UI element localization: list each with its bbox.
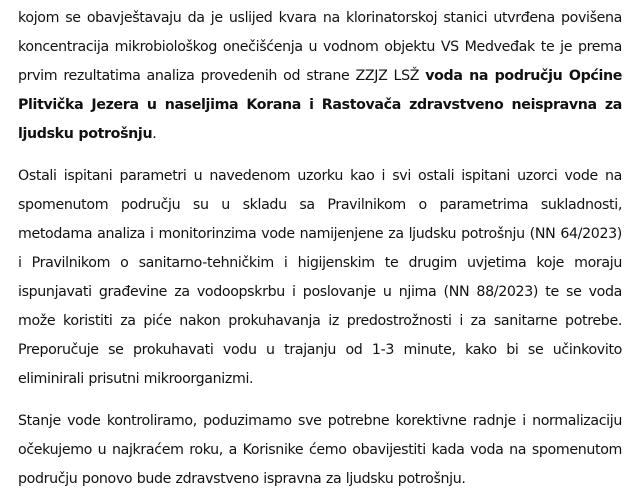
paragraph-other-parameters: Ostali ispitani parametri u navedenom uzorku kao i svi ostali ispitani uzorci vode na spomenutom području su u skladu sa Pravilnikom o parametrima sukladnosti, metodama analiza i monitorinzima vode namijenjene za ljudsku potrošnju (NN 64/2023) i Pravilnikom o sanitarno-tehničkim i higijenskim te drugim uvjetima koje moraju ispunjavati građevine za vodoopskrbu i poslovanje u njima (NN 88/2023) te se voda može koristiti za piće nakon prokuhavanja iz predostrožnosti i za sanitarne potrebe. Preporučuje se prokuhavati vodu u trajanju od 1-3 minute, kako bi se učinkovito eliminirali prisutni mikroorganizmi. <box>18 168 622 387</box>
paragraph-end-punctuation: . <box>152 126 157 142</box>
paragraph-status-update: Stanje vode kontroliramo, poduzimamo sve potrebne korektivne radnje i normalizaciju očekujemo u najkraćem roku, a Korisnike ćemo obavijestiti kada voda na spomenutom području ponovo bude zdravstveno ispravna za ljudsku potrošnju. <box>18 413 622 487</box>
paragraph-outage-notice <box>18 4 622 149</box>
document-body <box>18 4 622 494</box>
paragraph-intro-text: kojom se obavještavaju da je uslijed kvara na klorinatorskoj stanici utvrđena povišena koncentracija mikrobiološkog onečišćenja u vodnom objektu VS Medveđak te je prema prvim rezultatima analiza provedenih od strane ZZJZ LSŽ <box>18 10 622 84</box>
paragraph-bold-warning: voda na području Općine Plitvička Jezera u naseljima Korana i Rastovača zdravstveno neispravna za ljudsku potrošnju <box>18 68 622 142</box>
